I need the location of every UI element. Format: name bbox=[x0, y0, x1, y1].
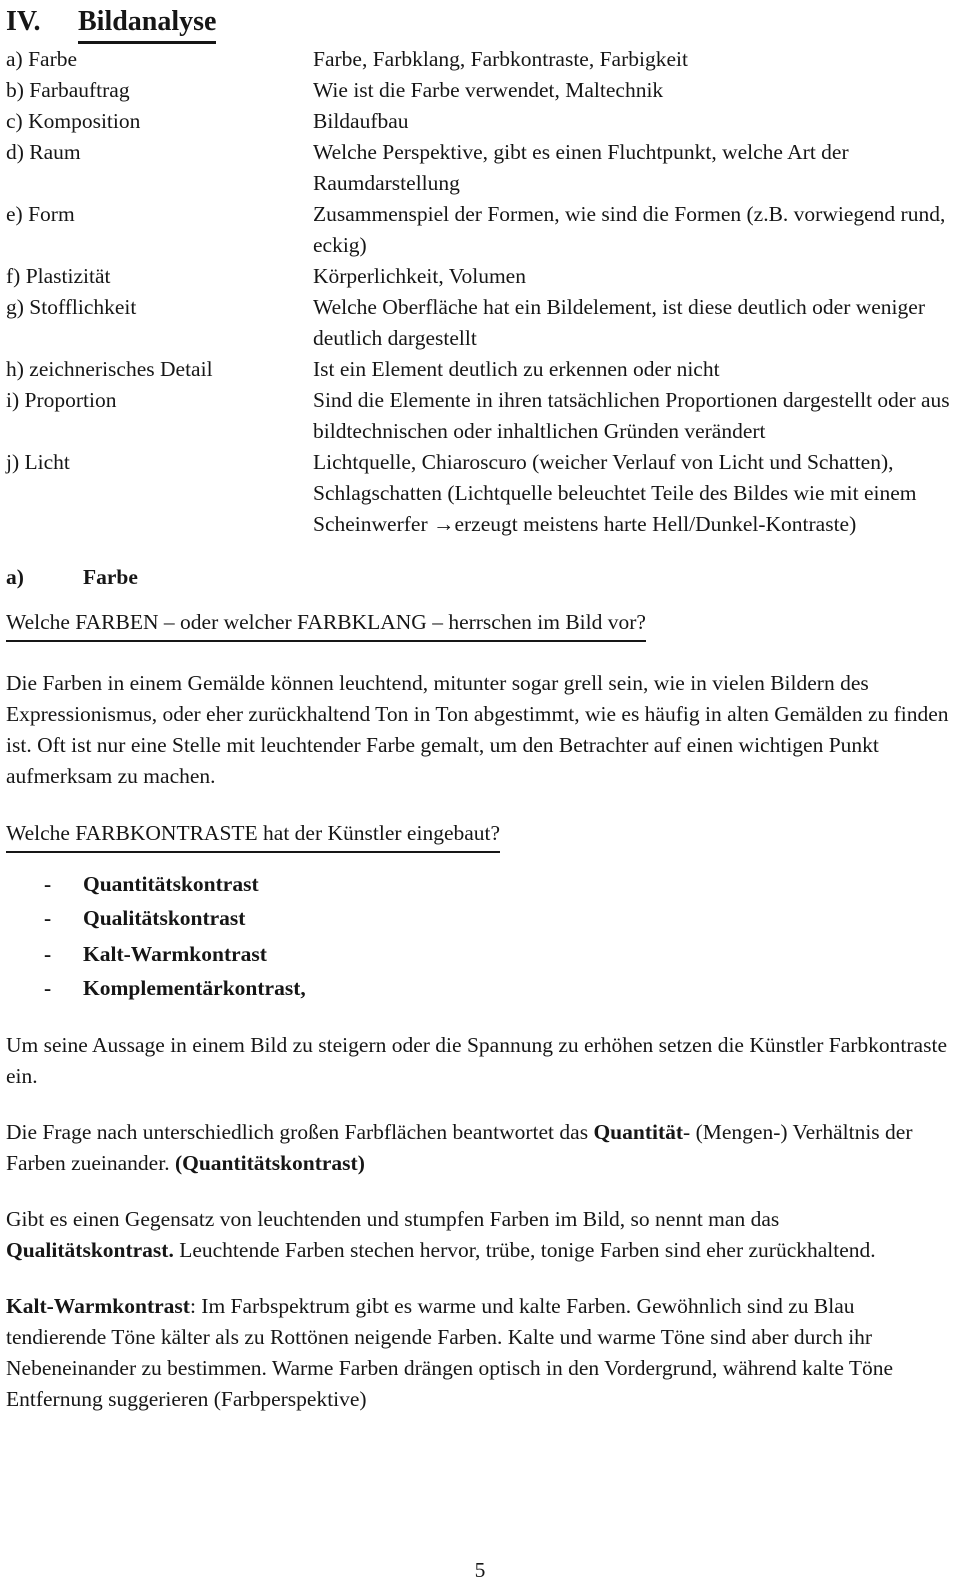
definition-description: Bildaufbau bbox=[313, 109, 409, 133]
contrast-list bbox=[6, 868, 950, 1005]
dash-bullet-marker: - bbox=[44, 942, 52, 966]
definition-description: Ist ein Element deutlich zu erkennen oder nicht bbox=[313, 357, 720, 381]
contrast-list-item bbox=[44, 868, 950, 901]
definition-description: Welche Perspektive, gibt es einen Fluchtpunkt, welche Art der Raumdarstellung bbox=[313, 140, 849, 195]
text-segment: : Im Farbspektrum gibt es warme und kalte Farben. Gewöhnlich sind zu Blau tendierende Töne kälter als zu Rottönen neigende Farben. Kalte und warme Töne sind aber durch ihr Nebeneinander zu bestimmen. Warme Farben drängen optisch in den Vordergrund, während kalte Töne Entfernung suggerieren (Farbperspektive) bbox=[6, 1294, 894, 1411]
definition-description: Welche Oberfläche hat ein Bildelement, ist diese deutlich oder weniger deutlich dargestellt bbox=[313, 295, 925, 350]
paragraph bbox=[6, 1117, 950, 1179]
contrast-list-item bbox=[44, 902, 950, 935]
definition-description: Zusammenspiel der Formen, wie sind die Formen (z.B. vorwiegend rund, eckig) bbox=[313, 202, 946, 257]
contrast-list-label: Kalt-Warmkontrast bbox=[83, 942, 267, 966]
definition-term: j) Licht bbox=[6, 450, 70, 474]
definition-description: Wie ist die Farbe verwendet, Maltechnik bbox=[313, 78, 664, 102]
page-title-text: Bildanalyse bbox=[78, 4, 216, 44]
contrast-list-label: Qualitätskontrast bbox=[83, 906, 246, 930]
text-segment: Leuchtende Farben stechen hervor, trübe, tonige Farben sind eher zurückhaltend. bbox=[173, 1238, 876, 1262]
definition-term: a) Farbe bbox=[6, 47, 78, 71]
definition-description: Körperlichkeit, Volumen bbox=[313, 264, 526, 288]
definition-term: e) Form bbox=[6, 202, 75, 226]
contrast-list-item bbox=[44, 938, 950, 971]
paragraph bbox=[6, 1030, 950, 1092]
paragraph bbox=[6, 1291, 950, 1415]
definition-term: c) Komposition bbox=[6, 109, 141, 133]
question-farbkontraste bbox=[6, 818, 950, 853]
contrast-list-label: Komplementärkontrast, bbox=[83, 976, 306, 1000]
text-segment: Um seine Aussage in einem Bild zu steigern oder die Spannung zu erhöhen setzen die Künstler Farbkontraste ein. bbox=[6, 1033, 947, 1088]
dash-bullet-marker: - bbox=[44, 872, 52, 896]
bold-text-segment: Kalt-Warmkontrast bbox=[6, 1294, 190, 1318]
page-title-number: IV. bbox=[6, 6, 41, 37]
question-farbkontraste-text: Welche FARBKONTRASTE hat der Künstler eingebaut? bbox=[6, 818, 500, 853]
question-farben bbox=[6, 607, 950, 642]
section-heading bbox=[6, 562, 950, 593]
bold-text-segment: Quantität bbox=[593, 1120, 684, 1144]
contrast-list-item bbox=[44, 972, 950, 1005]
page-number: 5 bbox=[474, 1558, 486, 1582]
paragraph bbox=[6, 1204, 950, 1266]
definition-term: h) zeichnerisches Detail bbox=[6, 357, 213, 381]
definition-term: d) Raum bbox=[6, 140, 81, 164]
definition-term: i) Proportion bbox=[6, 388, 117, 412]
dash-bullet-marker: - bbox=[44, 906, 52, 930]
page-title bbox=[6, 4, 950, 44]
definition-description: Lichtquelle, Chiaroscuro (weicher Verlauf von Licht und Schatten), Schlagschatten (Lichtquelle beleuchtet Teile des Bildes wie mit einem Scheinwerfer →erzeugt meistens harte Hell/Dunkel-Kontraste) bbox=[313, 450, 917, 536]
bold-text-segment: Qualitätskontrast. bbox=[6, 1238, 174, 1262]
question-farben-text: Welche FARBEN – oder welcher FARBKLANG – herrschen im Bild vor? bbox=[6, 607, 646, 642]
section-label: a) bbox=[6, 565, 24, 589]
dash-bullet-marker: - bbox=[44, 976, 52, 1000]
text-segment: Die Frage nach unterschiedlich großen Farbflächen beantwortet das bbox=[6, 1120, 594, 1144]
definition-list bbox=[6, 44, 950, 540]
definition-description: Farbe, Farbklang, Farbkontraste, Farbigkeit bbox=[313, 47, 688, 71]
bold-text-segment: (Quantitätskontrast) bbox=[174, 1151, 365, 1175]
definition-term: b) Farbauftrag bbox=[6, 78, 130, 102]
definition-term: f) Plastizität bbox=[6, 264, 111, 288]
section-title: Farbe bbox=[83, 565, 138, 589]
text-segment: - (Mengen-) Verhältnis der Farben zueinander. bbox=[6, 1120, 913, 1175]
body-paragraphs bbox=[6, 1030, 950, 1415]
text-segment: Gibt es einen Gegensatz von leuchtenden und stumpfen Farben im Bild, so nennt man das bbox=[6, 1207, 780, 1231]
definition-term: g) Stofflichkeit bbox=[6, 295, 137, 319]
definition-description: Sind die Elemente in ihren tatsächlichen Proportionen dargestellt oder aus bildtechnischen oder inhaltlichen Gründen verändert bbox=[313, 388, 950, 443]
intro-paragraph: Die Farben in einem Gemälde können leuchtend, mitunter sogar grell sein, wie in vielen Bildern des Expressionismus, oder eher zurückhaltend Ton in Ton abgestimmt, wie es häufig in alten Gemälden zu finden ist. Oft ist nur eine Stelle mit leuchtender Farbe gemalt, um den Betrachter auf einen wichtigen Punkt aufmerksam zu machen. bbox=[6, 671, 949, 788]
contrast-list-label: Quantitätskontrast bbox=[83, 872, 259, 896]
